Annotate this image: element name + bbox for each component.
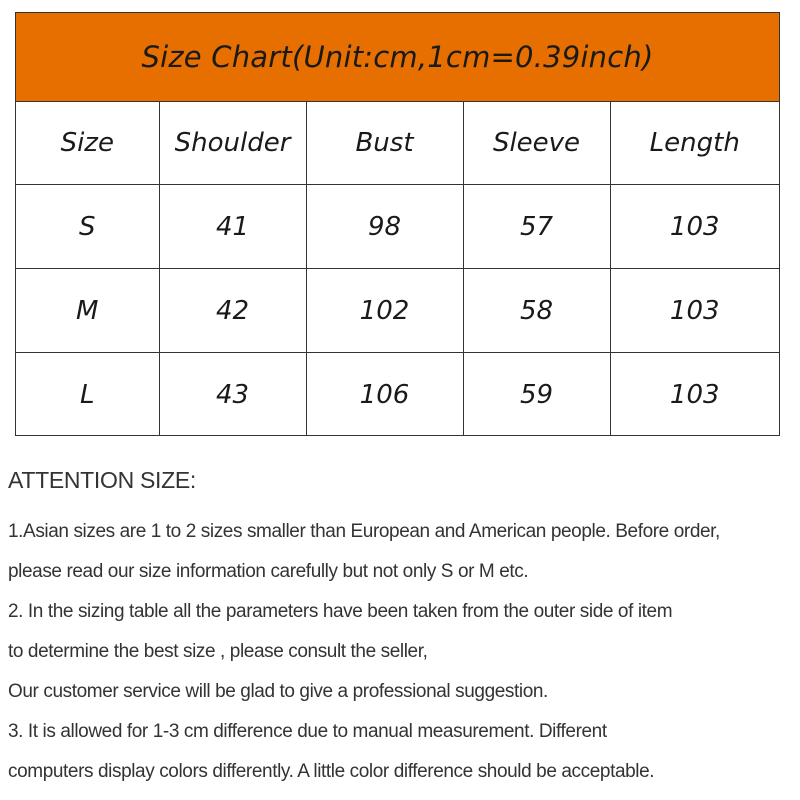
cell-length: 103 (610, 353, 779, 437)
attention-notes (8, 462, 792, 792)
note-line: 3. It is allowed for 1-3 cm difference due to manual measurement. Different (8, 721, 607, 742)
table-row (16, 353, 779, 437)
cell-length: 103 (610, 185, 779, 269)
cell-bust: 98 (306, 185, 463, 269)
table-header-row (16, 102, 779, 185)
size-table (16, 102, 779, 436)
cell-sleeve: 58 (463, 269, 610, 353)
note-line: please read our size information carefully but not only S or M etc. (8, 561, 529, 582)
note-line: computers display colors differently. A little color difference should be acceptable. (8, 761, 655, 782)
cell-shoulder: 43 (159, 353, 306, 437)
cell-size: L (16, 353, 159, 437)
column-header-bust: Bust (306, 102, 463, 185)
cell-length: 103 (610, 269, 779, 353)
note-line: to determine the best size , please consult the seller, (8, 641, 428, 662)
size-chart-title: Size Chart(Unit:cm,1cm=0.39inch) (16, 13, 779, 102)
column-header-length: Length (610, 102, 779, 185)
size-chart (15, 12, 780, 436)
cell-bust: 106 (306, 353, 463, 437)
cell-size: S (16, 185, 159, 269)
cell-sleeve: 59 (463, 353, 610, 437)
table-row (16, 269, 779, 353)
column-header-sleeve: Sleeve (463, 102, 610, 185)
notes-title: ATTENTION SIZE: (8, 467, 197, 493)
cell-shoulder: 41 (159, 185, 306, 269)
column-header-shoulder: Shoulder (159, 102, 306, 185)
note-line: Our customer service will be glad to give a professional suggestion. (8, 681, 548, 702)
cell-shoulder: 42 (159, 269, 306, 353)
column-header-size: Size (16, 102, 159, 185)
cell-bust: 102 (306, 269, 463, 353)
note-line: 2. In the sizing table all the parameters have been taken from the outer side of item (8, 601, 673, 622)
note-line: 1.Asian sizes are 1 to 2 sizes smaller than European and American people. Before order, (8, 521, 720, 542)
table-row (16, 185, 779, 269)
cell-size: M (16, 269, 159, 353)
cell-sleeve: 57 (463, 185, 610, 269)
